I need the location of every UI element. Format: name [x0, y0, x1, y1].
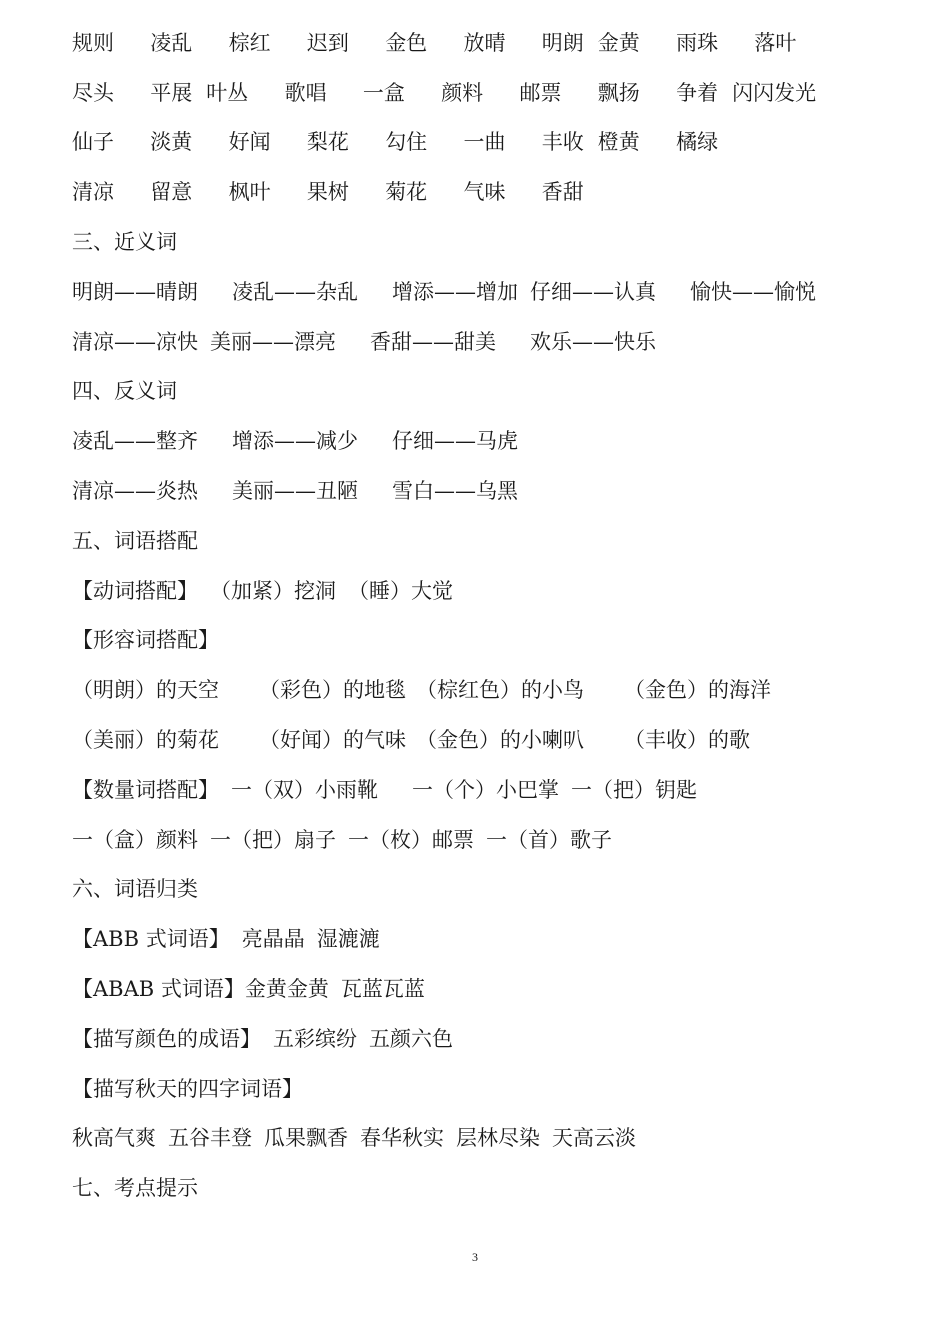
- antonym-row-1: [72, 416, 892, 466]
- collocation-item: 一（盒）颜料: [72, 827, 198, 852]
- word: 闪闪发光: [732, 80, 817, 105]
- word: 争着: [676, 80, 719, 105]
- antonym-pair: 雪白——乌黑: [392, 479, 518, 504]
- collocation-item: （金色）的海洋: [624, 678, 771, 703]
- collocation-item: 一（把）扇子: [210, 827, 336, 852]
- word: 凌乱: [150, 30, 193, 55]
- collocation-item: （美丽）的菊花: [72, 728, 219, 753]
- synonym-pair: 香甜——甜美: [370, 329, 496, 354]
- word: 叶丛: [206, 80, 249, 105]
- word: 梨花: [306, 130, 349, 155]
- antonym-pair: 凌乱——整齐: [72, 429, 198, 454]
- synonym-pair: 欢乐——快乐: [530, 329, 656, 354]
- word: 邮票: [519, 80, 562, 105]
- antonym-pair: 美丽——丑陋: [232, 479, 358, 504]
- abb-words-label: 【ABB 式词语】: [72, 927, 230, 952]
- word: 橘绿: [676, 130, 719, 155]
- autumn-words-row: [72, 1114, 892, 1164]
- verb-collocation-label: 【动词搭配】: [72, 578, 198, 603]
- word: 果树: [306, 180, 349, 205]
- section-heading-antonyms: 四、反义词: [72, 379, 177, 404]
- antonym-pair: 增添——减少: [232, 429, 358, 454]
- abab-words-label: 【ABAB 式词语】: [72, 977, 245, 1002]
- word: 仙子: [72, 130, 114, 155]
- word: 规则: [72, 30, 114, 55]
- classified-word: 五颜六色: [369, 1026, 453, 1051]
- word: 菊花: [385, 180, 428, 205]
- section-heading-collocations: 五、词语搭配: [72, 528, 198, 553]
- word: 留意: [150, 180, 193, 205]
- classified-word: 湿漉漉: [316, 927, 380, 952]
- word-row-3: [72, 118, 892, 168]
- quantifier-collocation-row-1: [72, 765, 892, 815]
- word: 飘扬: [597, 80, 640, 105]
- classified-word: 五谷丰登: [168, 1126, 252, 1151]
- section-heading-synonyms: 三、近义词: [72, 230, 177, 255]
- abab-words-row: [72, 964, 892, 1014]
- word: 迟到: [306, 30, 349, 55]
- word: 一曲: [463, 130, 506, 155]
- word: 颜料: [441, 80, 484, 105]
- color-idioms-row: [72, 1014, 892, 1064]
- word: 金色: [385, 30, 428, 55]
- antonym-pair: 仔细——马虎: [392, 429, 518, 454]
- antonym-pair: 清凉——炎热: [72, 479, 198, 504]
- document-page: [72, 18, 892, 1213]
- classified-word: 金黄金黄: [244, 977, 329, 1002]
- quantifier-collocation-row-2: [72, 815, 892, 865]
- word: 歌唱: [284, 80, 327, 105]
- collocation-item: 一（双）小雨靴: [231, 777, 378, 802]
- collocation-item: （加紧）挖洞: [210, 578, 336, 603]
- adjective-collocation-label: 【形容词搭配】: [72, 628, 219, 653]
- word: 一盒: [362, 80, 405, 105]
- word: 好闻: [228, 130, 271, 155]
- word-row-1: [72, 18, 892, 68]
- collocation-item: （棕红色）的小鸟: [416, 678, 584, 703]
- word-row-2: [72, 68, 892, 118]
- word: 明朗: [541, 30, 584, 55]
- word: 清凉: [72, 180, 114, 205]
- collocation-item: 一（枚）邮票: [348, 827, 474, 852]
- collocation-item: （丰收）的歌: [624, 728, 750, 753]
- word: 棕红: [228, 30, 271, 55]
- word: 金黄: [597, 30, 640, 55]
- classified-word: 天高云淡: [552, 1126, 636, 1151]
- classified-word: 瓦蓝瓦蓝: [340, 977, 425, 1002]
- synonym-row-1: [72, 267, 892, 317]
- collocation-item: 一（个）小巴掌: [412, 777, 559, 802]
- section-heading-classification: 六、词语归类: [72, 877, 198, 902]
- word: 平展: [150, 80, 193, 105]
- adjective-collocation-row-2: [72, 715, 892, 765]
- synonym-pair: 清凉——凉快: [72, 329, 198, 354]
- classified-word: 五彩缤纷: [273, 1026, 357, 1051]
- synonym-row-2: [72, 317, 892, 367]
- classified-word: 瓜果飘香: [264, 1126, 348, 1151]
- quantifier-collocation-label: 【数量词搭配】: [72, 777, 219, 802]
- synonym-pair: 仔细——认真: [530, 279, 656, 304]
- collocation-item: （明朗）的天空: [72, 678, 219, 703]
- adjective-collocation-row-1: [72, 665, 892, 715]
- word-row-4: [72, 167, 892, 217]
- synonym-pair: 美丽——漂亮: [210, 329, 336, 354]
- word: 勾住: [385, 130, 428, 155]
- word: 橙黄: [597, 130, 640, 155]
- color-idioms-label: 【描写颜色的成语】: [72, 1026, 261, 1051]
- page-number: 3: [472, 1250, 478, 1264]
- autumn-words-label: 【描写秋天的四字词语】: [72, 1076, 303, 1101]
- word: 香甜: [541, 180, 584, 205]
- collocation-item: （好闻）的气味: [259, 728, 406, 753]
- word: 雨珠: [676, 30, 719, 55]
- classified-word: 秋高气爽: [72, 1126, 156, 1151]
- abb-words-row: [72, 914, 892, 964]
- word: 枫叶: [228, 180, 271, 205]
- section-heading-exam-tips: 七、考点提示: [72, 1176, 198, 1201]
- word: 放晴: [463, 30, 506, 55]
- word: 丰收: [541, 130, 584, 155]
- classified-word: 亮晶晶: [241, 927, 305, 952]
- synonym-pair: 增添——增加: [392, 279, 518, 304]
- antonym-row-2: [72, 466, 892, 516]
- synonym-pair: 明朗——晴朗: [72, 279, 198, 304]
- word: 气味: [463, 180, 506, 205]
- verb-collocation-row: [72, 566, 892, 616]
- collocation-item: 一（把）钥匙: [571, 777, 697, 802]
- word: 尽头: [72, 80, 114, 105]
- synonym-pair: 愉快——愉悦: [690, 279, 816, 304]
- classified-word: 层林尽染: [456, 1126, 540, 1151]
- collocation-item: 一（首）歌子: [486, 827, 612, 852]
- collocation-item: （睡）大觉: [348, 578, 453, 603]
- word: 落叶: [754, 30, 797, 55]
- word: 淡黄: [150, 130, 193, 155]
- collocation-item: （金色）的小喇叭: [416, 728, 584, 753]
- classified-word: 春华秋实: [360, 1126, 444, 1151]
- collocation-item: （彩色）的地毯: [259, 678, 406, 703]
- synonym-pair: 凌乱——杂乱: [232, 279, 358, 304]
